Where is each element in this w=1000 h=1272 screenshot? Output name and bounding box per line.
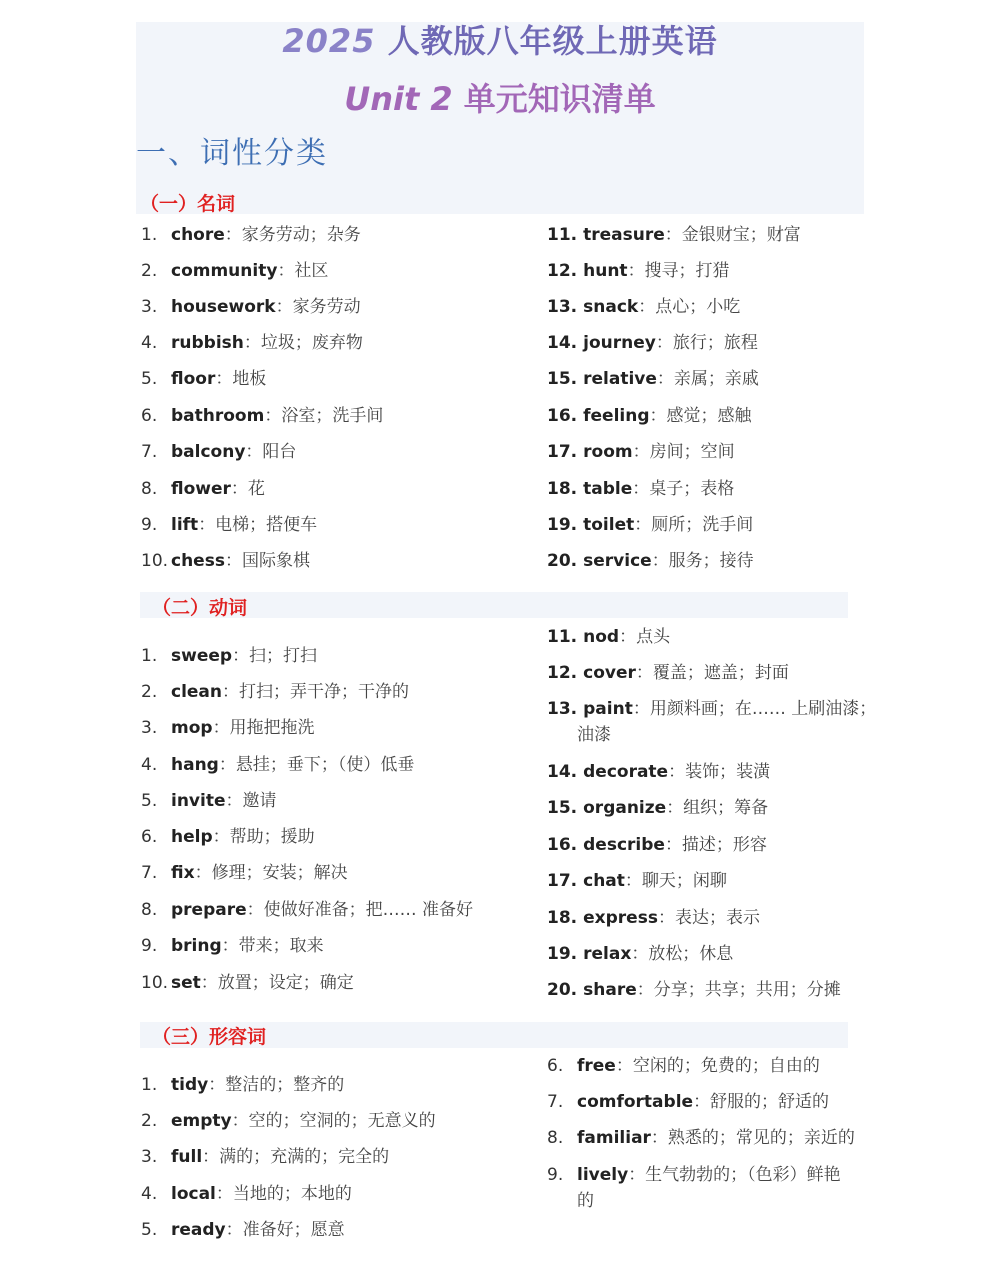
item-meaning: ：空闲的；免费的；自由的 (615, 1056, 820, 1076)
section-heading: 一、词性分类 (136, 136, 328, 171)
item-word: chess (171, 551, 225, 571)
item-word: mop (171, 718, 213, 738)
item-meaning: ：金银财宝；财富 (664, 225, 801, 245)
item-meaning: ：放置；设定；确定 (200, 973, 354, 993)
item-meaning: ：使做好准备；把…… 准备好 (246, 900, 474, 920)
item-number: 8. (547, 1128, 564, 1148)
item-meaning: ：满的；充满的；完全的 (202, 1147, 390, 1167)
item-word: hunt (583, 261, 628, 281)
item-number: 17. (547, 871, 578, 891)
adjectives-right-item (547, 1125, 855, 1151)
item-word: chat (583, 871, 625, 891)
verbs-left-item (141, 970, 354, 996)
item-meaning: ：桌子；表格 (632, 479, 735, 499)
verbs-right-item (547, 905, 760, 931)
adjectives-left-item (141, 1144, 389, 1170)
adjectives-left-item (141, 1072, 344, 1098)
verbs-right-item (547, 759, 770, 785)
item-meaning: ：用拖把拖洗 (212, 718, 315, 738)
item-number: 10. (141, 551, 169, 571)
nouns-right-item (547, 330, 758, 356)
item-meaning: ：熟悉的；常见的；亲近的 (650, 1128, 855, 1148)
nouns-right-item (547, 258, 730, 284)
item-meaning: ：覆盖；遮盖；封面 (635, 663, 789, 683)
item-word: comfortable (577, 1092, 694, 1112)
nouns-left-item (141, 366, 266, 392)
item-number: 4. (141, 333, 158, 353)
item-word: housework (171, 297, 276, 317)
item-number: 19. (547, 944, 578, 964)
item-meaning: ：家务劳动 (275, 297, 361, 317)
nouns-right-item (547, 403, 752, 429)
item-word: paint (583, 699, 633, 719)
item-word: feeling (583, 406, 650, 426)
item-number: 2. (141, 682, 158, 702)
item-meaning: ：垃圾；废弃物 (243, 333, 363, 353)
item-meaning: ：空的；空洞的；无意义的 (231, 1111, 436, 1131)
item-number: 9. (141, 936, 158, 956)
item-number: 8. (141, 479, 158, 499)
nouns-left-item (141, 403, 383, 429)
nouns-left-item (141, 512, 317, 538)
item-meaning: ：扫；打扫 (232, 646, 318, 666)
item-number: 9. (547, 1165, 564, 1185)
item-number: 11. (547, 627, 578, 647)
item-number: 11. (547, 225, 578, 245)
item-number: 13. (547, 699, 578, 719)
item-number: 18. (547, 479, 578, 499)
adjectives-heading: （三）形容词 (152, 1026, 267, 1048)
nouns-left-item (141, 222, 361, 248)
item-number: 5. (141, 791, 158, 811)
verbs-left-item (141, 752, 414, 778)
item-word: tidy (171, 1075, 209, 1095)
item-word: table (583, 479, 633, 499)
item-meaning: ：地板 (215, 369, 267, 389)
item-meaning: ：点头 (619, 627, 671, 647)
item-word: journey (583, 333, 656, 353)
doc-title: 2025 人教版八年级上册英语 (282, 22, 718, 60)
item-number: 13. (547, 297, 578, 317)
item-meaning: ：放松；休息 (631, 944, 734, 964)
doc-subtitle: Unit 2 单元知识清单 (344, 80, 656, 118)
item-meaning: ：打扫；弄干净；干净的 (222, 682, 410, 702)
nouns-left-item (141, 258, 328, 284)
nouns-left-item (141, 294, 361, 320)
item-number: 19. (547, 515, 578, 535)
item-meaning: ：修理；安装；解决 (194, 863, 348, 883)
item-meaning: ：装饰；装潢 (668, 762, 771, 782)
item-word: snack (583, 297, 639, 317)
item-word: toilet (583, 515, 635, 535)
item-number: 12. (547, 663, 578, 683)
item-number: 4. (141, 755, 158, 775)
verbs-left-item (141, 897, 473, 923)
item-meaning: ：聊天；闲聊 (624, 871, 727, 891)
item-number: 3. (141, 297, 158, 317)
item-number: 3. (141, 718, 158, 738)
item-number: 12. (547, 261, 578, 281)
item-meaning: ：亲属；亲戚 (656, 369, 759, 389)
item-word: relative (583, 369, 657, 389)
item-word: help (171, 827, 213, 847)
item-number: 6. (141, 827, 158, 847)
verbs-left-item (141, 788, 277, 814)
item-meaning: ：国际象棋 (224, 551, 310, 571)
item-word: share (583, 980, 637, 1000)
item-meaning: ：房间；空间 (632, 442, 735, 462)
item-word: room (583, 442, 633, 462)
item-number: 10. (141, 973, 169, 993)
item-number: 2. (141, 1111, 158, 1131)
item-number: 5. (141, 369, 158, 389)
item-number: 16. (547, 835, 578, 855)
item-meaning: ：舒服的；舒适的 (693, 1092, 830, 1112)
item-word: prepare (171, 900, 247, 920)
item-number: 6. (141, 406, 158, 426)
nouns-right-item (547, 366, 759, 392)
adjectives-left-item (141, 1181, 352, 1207)
item-meaning: ：搜寻；打猎 (627, 261, 730, 281)
nouns-right-item (547, 476, 734, 502)
item-word: sweep (171, 646, 233, 666)
item-meaning: ：点心；小吃 (638, 297, 741, 317)
item-number: 14. (547, 333, 578, 353)
item-meaning: ：描述；形容 (664, 835, 767, 855)
item-number: 5. (141, 1220, 158, 1240)
verbs-right-item (547, 941, 733, 967)
item-meaning: ：组织；筹备 (666, 798, 769, 818)
item-word: nod (583, 627, 620, 647)
verbs-right-item (547, 832, 767, 858)
item-word: hang (171, 755, 219, 775)
item-number: 1. (141, 646, 158, 666)
item-number: 18. (547, 908, 578, 928)
item-meaning: ：厕所；洗手间 (634, 515, 754, 535)
item-number: 20. (547, 980, 578, 1000)
item-word: empty (171, 1111, 232, 1131)
item-number: 3. (141, 1147, 158, 1167)
adjectives-right-item (547, 1089, 829, 1115)
item-word: floor (171, 369, 216, 389)
verbs-right-item (547, 624, 670, 650)
verbs-left-item (141, 860, 348, 886)
adjectives-right-item (547, 1162, 841, 1188)
nouns-right-item (547, 439, 735, 465)
item-word: balcony (171, 442, 246, 462)
item-meaning: ：用颜料画；在…… 上刷油漆； (632, 699, 877, 719)
adjectives-right-item (547, 1053, 820, 1079)
item-number: 7. (141, 863, 158, 883)
item-meaning-continued: 油漆 (577, 725, 611, 745)
nouns-left-item (141, 439, 296, 465)
item-meaning: ：生气勃勃的；（色彩）鲜艳 (628, 1165, 841, 1185)
item-meaning: ：整洁的；整齐的 (208, 1075, 345, 1095)
item-number: 1. (141, 225, 158, 245)
verbs-left-item (141, 679, 409, 705)
item-meaning: ：准备好；愿意 (225, 1220, 345, 1240)
item-meaning: ：旅行；旅程 (655, 333, 758, 353)
item-word: chore (171, 225, 225, 245)
item-meaning: ：邀请 (225, 791, 277, 811)
item-number: 15. (547, 369, 578, 389)
item-word: full (171, 1147, 203, 1167)
nouns-right-item (547, 512, 753, 538)
item-word: lively (577, 1165, 629, 1185)
item-number: 14. (547, 762, 578, 782)
item-word: bring (171, 936, 222, 956)
verbs-heading: （二）动词 (152, 597, 248, 619)
verbs-left-item (141, 643, 317, 669)
item-word: express (583, 908, 658, 928)
item-meaning: ：带来；取来 (221, 936, 324, 956)
nouns-right-item (547, 294, 740, 320)
verbs-right-item (547, 696, 876, 722)
item-word: invite (171, 791, 226, 811)
item-word: lift (171, 515, 199, 535)
item-number: 7. (547, 1092, 564, 1112)
nouns-left-item (141, 330, 363, 356)
item-number: 9. (141, 515, 158, 535)
item-word: flower (171, 479, 231, 499)
item-meaning: ：当地的；本地的 (215, 1184, 352, 1204)
item-meaning: ：花 (230, 479, 265, 499)
item-meaning-continued: 的 (577, 1191, 594, 1211)
nouns-left-item (141, 476, 265, 502)
verbs-left-item (141, 933, 324, 959)
verbs-left-item (141, 715, 315, 741)
verbs-left-item (141, 824, 315, 850)
nouns-right-item (547, 222, 801, 248)
item-meaning: ：浴室；洗手间 (264, 406, 384, 426)
item-number: 20. (547, 551, 578, 571)
item-number: 6. (547, 1056, 564, 1076)
item-number: 16. (547, 406, 578, 426)
nouns-left-item (141, 548, 310, 574)
item-number: 8. (141, 900, 158, 920)
item-word: community (171, 261, 278, 281)
item-meaning: ：电梯；搭便车 (198, 515, 318, 535)
item-number: 15. (547, 798, 578, 818)
item-word: rubbish (171, 333, 244, 353)
item-word: treasure (583, 225, 665, 245)
verbs-right-item (547, 660, 789, 686)
item-meaning: ：分享；共享；共用；分摊 (636, 980, 841, 1000)
verbs-right-item (547, 977, 841, 1003)
item-number: 7. (141, 442, 158, 462)
nouns-heading: （一）名词 (140, 193, 236, 215)
item-word: familiar (577, 1128, 651, 1148)
item-word: free (577, 1056, 616, 1076)
item-word: cover (583, 663, 636, 683)
item-word: relax (583, 944, 632, 964)
adjectives-left-item (141, 1217, 345, 1243)
item-number: 4. (141, 1184, 158, 1204)
item-meaning: ：帮助；援助 (212, 827, 315, 847)
item-word: local (171, 1184, 216, 1204)
item-word: fix (171, 863, 195, 883)
item-word: clean (171, 682, 223, 702)
verbs-right-item (547, 795, 768, 821)
item-number: 1. (141, 1075, 158, 1095)
item-word: set (171, 973, 201, 993)
item-number: 2. (141, 261, 158, 281)
item-word: organize (583, 798, 667, 818)
verbs-right-item (547, 868, 727, 894)
item-meaning: ：表达；表示 (657, 908, 760, 928)
adjectives-left-item (141, 1108, 436, 1134)
item-meaning: ：阳台 (245, 442, 297, 462)
item-meaning: ：悬挂；垂下；（使）低垂 (218, 755, 415, 775)
item-word: bathroom (171, 406, 265, 426)
nouns-right-item (547, 548, 754, 574)
item-word: decorate (583, 762, 669, 782)
item-meaning: ：服务；接待 (651, 551, 754, 571)
item-number: 17. (547, 442, 578, 462)
item-word: service (583, 551, 652, 571)
item-meaning: ：感觉；感触 (649, 406, 752, 426)
item-meaning: ：家务劳动；杂务 (224, 225, 361, 245)
item-word: ready (171, 1220, 226, 1240)
item-meaning: ：社区 (277, 261, 329, 281)
item-word: describe (583, 835, 665, 855)
